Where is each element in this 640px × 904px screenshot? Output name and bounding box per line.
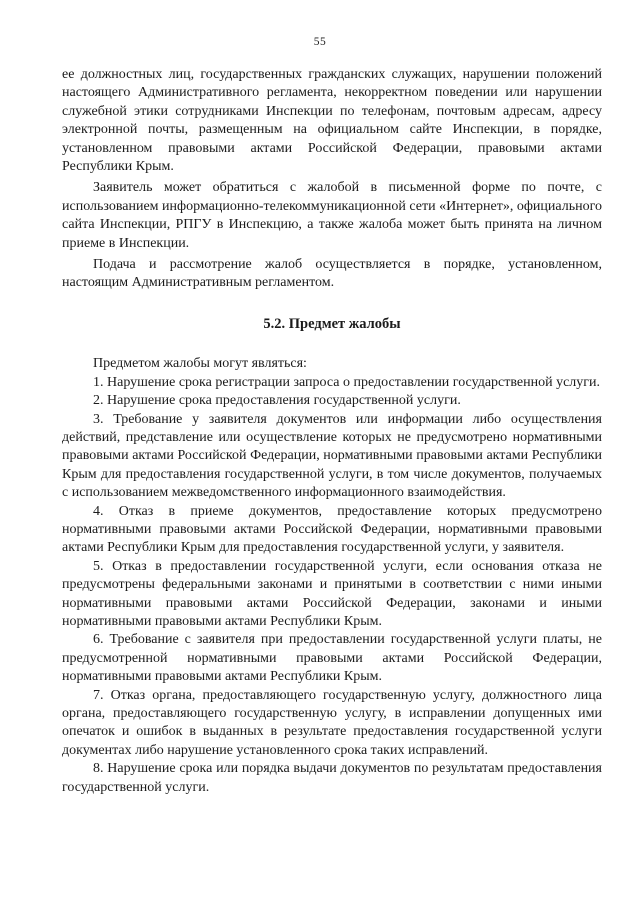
list-item: 8. Нарушение срока или порядка выдачи документов по результатам предоставления государственной услуги.: [62, 761, 602, 795]
list-item: 7. Отказ органа, предоставляющего государственную услугу, должностного лица органа, предоставляющего государственную услугу, в исправлении допущенных ими опечаток и ошибок в выданных в результате предоставления государственной услуги документах либо нарушение установленного срока таких исправлений.: [62, 687, 602, 758]
list-item: 6. Требование с заявителя при предоставлении государственной услуги платы, не предусмотренной нормативными правовыми актами Российской Федерации, нормативными правовыми актами Республики Крым.: [62, 632, 602, 685]
list-item: 4. Отказ в приеме документов, предоставление которых предусмотрено нормативными правовыми актами Российской Федерации, нормативными правовыми актами Республики Крым для предоставления государственной услуги, у заявителя.: [62, 503, 602, 556]
subject-intro: Предметом жалобы могут являться:: [93, 356, 307, 372]
paragraph-complaint-channels: Заявитель может обратиться с жалобой в письменной форме по почте, с использованием информационно-телекоммуникационной сети «Интернет», официального сайта Инспекции, РПГУ в Инспекцию, а также жалоба может быть принята на личном приеме в Инспекции.: [62, 180, 602, 251]
paragraph-complaint-procedure: Подача и рассмотрение жалоб осуществляется в порядке, установленном, настоящим Административным регламентом.: [62, 257, 602, 291]
list-item: 1. Нарушение срока регистрации запроса о предоставлении государственной услуги.: [93, 374, 601, 390]
list-item: 3. Требование у заявителя документов или информации либо осуществления действий, представление или осуществление которых не предусмотрено нормативными правовыми актами Российской Федерации, нормативными правовыми актами Республики Крым для предоставления государственной услуги, в том числе документов, получаемых с использованием межведомственного информационного взаимодействия.: [62, 411, 602, 501]
page-number: 55: [313, 36, 327, 48]
list-item: 5. Отказ в предоставлении государственной услуги, если основания отказа не предусмотрены федеральными законами и принятыми в соответствии с ними иными нормативными правовыми актами Российской Федерации, законами и иными нормативными правовыми актами Республики Крым.: [62, 558, 602, 629]
list-item: 2. Нарушение срока предоставления государственной услуги.: [93, 393, 461, 409]
section-heading: 5.2. Предмет жалобы: [263, 315, 401, 332]
paragraph-continuation: ее должностных лиц, государственных гражданских служащих, нарушении положений настоящего Административного регламента, некорректном поведении или нарушении служебной этики сотрудниками Инспекции по телефонам, почтовым адресам, адресу электронной почты, размещенным на официальном сайте Инспекции, в порядке, установленном правовыми актами Российской Федерации, правовыми актами Республики Крым.: [62, 67, 602, 175]
document-body: [62, 66, 602, 797]
